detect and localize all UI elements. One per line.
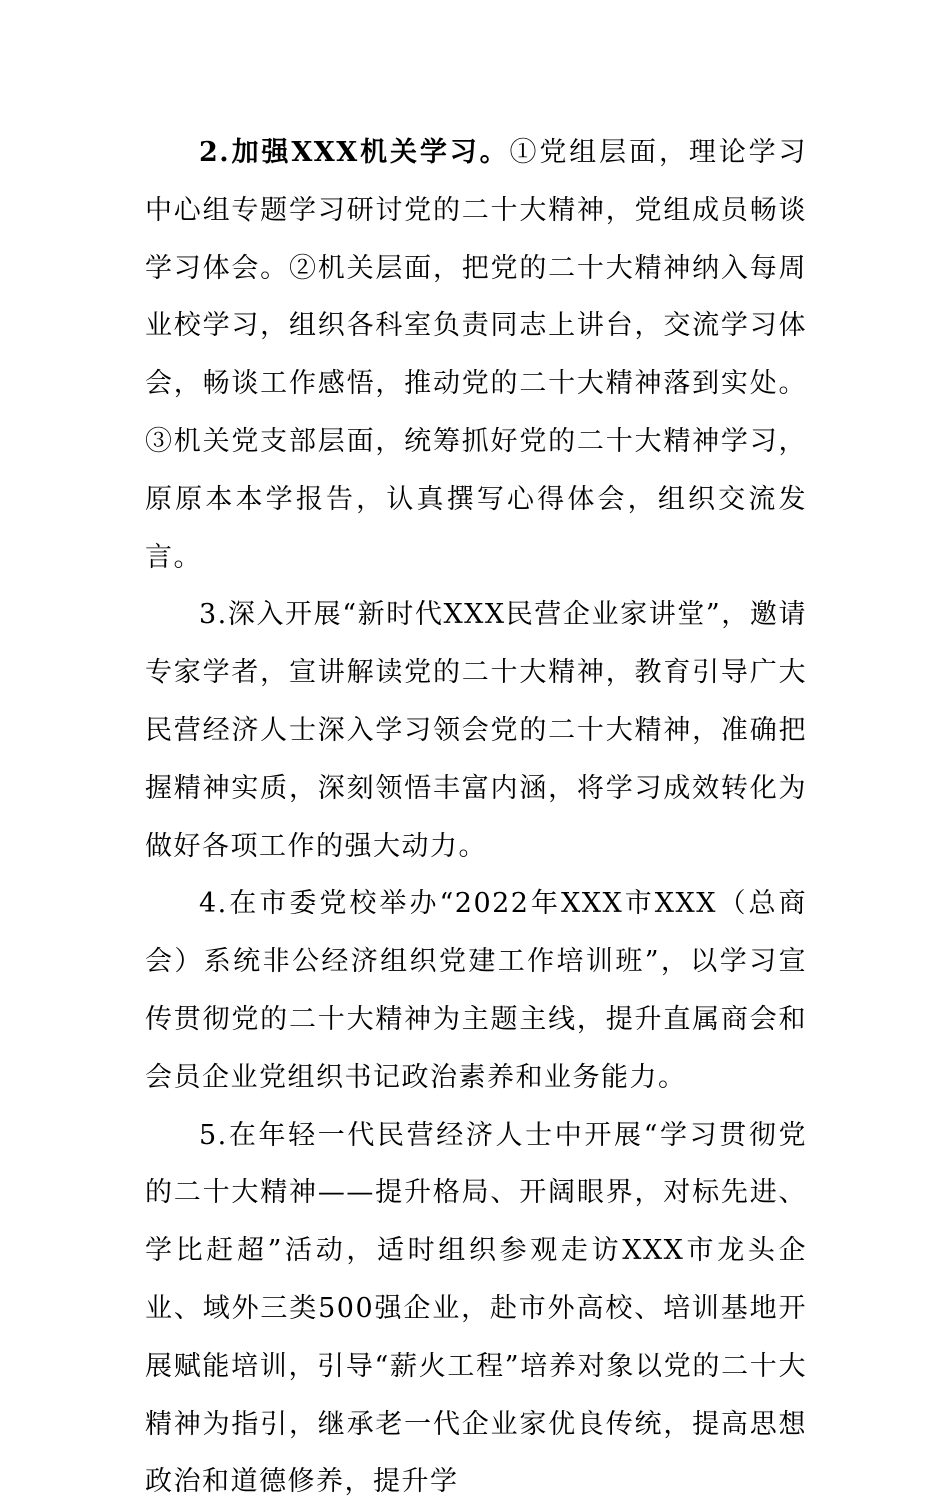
paragraph-3 <box>145 586 807 875</box>
document-body <box>145 124 807 1511</box>
paragraph-3-text: 3.深入开展“新时代XXX民营企业家讲堂”，邀请专家学者，宣讲解读党的二十大精神，教育引导广大民营经济人士深入学习领会党的二十大精神，准确把握精神实质，深刻领悟丰富内涵，将学习成效转化为做好各项工作的强大动力。 <box>145 599 807 862</box>
paragraph-2-text: ①党组层面，理论学习中心组专题学习研讨党的二十大精神，党组成员畅谈学习体会。②机关层面，把党的二十大精神纳入每周业校学习，组织各科室负责同志上讲台，交流学习体会，畅谈工作感悟，推动党的二十大精神落到实处。③机关党支部层面，统筹抓好党的二十大精神学习，原原本本学报告，认真撰写心得体会，组织交流发言。 <box>145 137 807 573</box>
paragraph-4 <box>145 875 807 1106</box>
paragraph-4-text: 4.在市委党校举办“2022年XXX市XXX（总商会）系统非公经济组织党建工作培训班”，以学习宣传贯彻党的二十大精神为主题主线，提升直属商会和会员企业党组织书记政治素养和业务能力。 <box>145 888 807 1093</box>
paragraph-2-heading: 2.加强XXX机关学习。 <box>199 137 510 168</box>
paragraph-2 <box>145 124 807 586</box>
paragraph-5 <box>145 1107 807 1511</box>
paragraph-5-text: 5.在年轻一代民营经济人士中开展“学习贯彻党的二十大精神——提升格局、开阔眼界，对标先进、学比赶超”活动，适时组织参观走访XXX市龙头企业、域外三类500强企业，赴市外高校、培训基地开展赋能培训，引导“薪火工程”培养对象以党的二十大精神为指引，继承老一代企业家优良传统，提高思想政治和道德修养，提升学 <box>145 1119 807 1498</box>
